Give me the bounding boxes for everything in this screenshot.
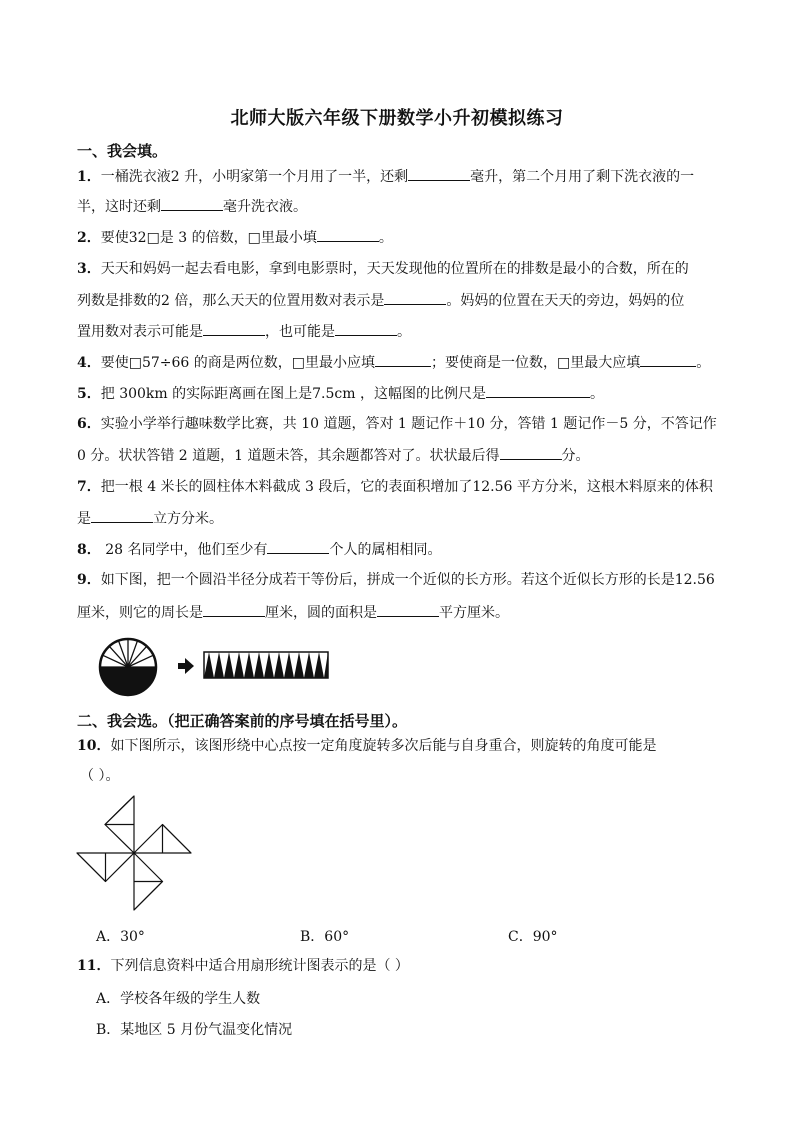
question-3-line-3 [77,321,722,342]
section-multiple-choice-heading: 二、我会选。（把正确答案前的序号填在括号里）。 [77,712,408,730]
answer-blank[interactable] [640,352,696,367]
question-number: 8． [77,542,101,558]
answer-blank[interactable] [408,166,470,181]
question-text: 。 [696,355,711,371]
question-1-line-1 [77,166,722,187]
question-text: 厘米，圆的面积是 [265,605,377,621]
answer-blank[interactable] [384,290,446,305]
question-text: 要使32□是 3 的倍数，□里最小填 [100,230,317,246]
answer-blank[interactable] [335,321,397,336]
question-7-line-1 [77,477,722,497]
answer-blank[interactable] [161,196,223,211]
question-6-line-1 [77,414,722,434]
question-text: 。 [397,324,411,340]
question-text: 置用数对表示可能是 [77,324,203,340]
question-text: 天天和妈妈一起去看电影，拿到电影票时，天天发现他的位置所在的排数是最小的合数，所在的 [100,261,689,277]
option-a[interactable]: A．学校各年级的学生人数 [96,991,261,1007]
question-9-line-2 [77,602,722,623]
question-number: 5． [77,386,101,402]
question-number: 6． [77,416,101,432]
question-text: 下列信息资料中适合用扇形统计图表示的是（ ） [110,958,409,974]
question-text: 立方分米。 [153,511,223,527]
question-number: 4． [77,355,101,371]
option-a[interactable]: A．30° [96,929,145,945]
section-fill-in-heading: 一、我会填。 [77,142,168,160]
question-number: 3． [77,261,101,277]
question-text: 半，这时还剩 [77,199,161,215]
question-text: 个人的属相相同。 [329,542,442,558]
question-number: 7． [77,479,101,495]
question-10-line-2 [80,766,725,786]
circle-to-rectangle-figure [98,636,338,698]
question-8 [77,539,722,560]
option-b[interactable]: B．某地区 5 月份气温变化情况 [96,1022,293,1038]
answer-blank[interactable] [486,383,590,398]
sector-circle-figure [100,639,156,695]
question-number: 9． [77,572,101,588]
question-text: 平方厘米。 [439,605,509,621]
question-number: 11． [77,958,111,974]
question-text: 0 分。状状答错 2 道题，1 道题未答，其余题都答对了。状状最后得 [77,448,500,464]
question-text: 厘米，则它的周长是 [77,605,203,621]
option-c[interactable]: C．90° [508,929,558,945]
approximate-rectangle-figure [204,652,328,678]
question-text: 如下图所示，该图形绕中心点按一定角度旋转多次后能与自身重合，则旋转的角度可能是 [110,738,657,754]
answer-blank[interactable] [203,321,265,336]
question-2 [77,227,722,248]
question-text: 。妈妈的位置在天天的旁边，妈妈的位 [446,293,685,309]
question-number: 1． [77,169,101,185]
answer-blank[interactable] [91,508,153,523]
question-text: 分。 [561,448,590,464]
question-6-line-2 [77,445,722,466]
question-text: 。 [589,386,604,402]
question-text: 毫升，第二个月用了剩下洗衣液的一 [470,169,695,185]
question-10-line-1 [77,736,722,756]
answer-blank[interactable] [317,227,379,242]
question-5 [77,383,722,404]
question-number: 2． [77,230,101,246]
question-text: 要使□57÷66 的商是两位数，□里最小应填 [100,355,376,371]
question-3-line-2 [77,290,722,311]
question-text: 实验小学举行趣味数学比赛，共 10 道题，答对 1 题记作＋10 分，答错 1 题记作－5 分，不答记作 [100,416,717,432]
option-b[interactable]: B．60° [300,929,350,945]
answer-blank[interactable] [203,602,265,617]
question-text: ，也可能是 [265,324,335,340]
answer-blank[interactable] [500,445,562,460]
question-3-line-1 [77,259,722,279]
question-text: 如下图，把一个圆沿半径分成若干等份后，拼成一个近似的长方形。若这个近似长方形的长是12.56 [100,572,715,588]
question-text: ；要使商是一位数，□里最大应填 [431,355,641,371]
page-title: 北师大版六年级下册数学小升初模拟练习 [230,108,564,129]
answer-blank[interactable] [375,352,431,367]
question-text: 把 300km 的实际距离画在图上是7.5cm ，这幅图的比例尺是 [100,386,486,402]
answer-parentheses[interactable]: （ ）。 [80,768,120,784]
answer-blank[interactable] [267,539,329,554]
answer-blank[interactable] [377,602,439,617]
question-1-line-2 [77,196,722,217]
arrow-right-icon [178,658,194,674]
question-4 [77,352,722,373]
question-text: 毫升洗衣液。 [223,199,307,215]
question-text: 是 [77,511,91,527]
question-11 [77,956,722,976]
question-number: 10． [77,738,111,754]
question-text: 列数是排数的2 倍，那么天天的位置用数对表示是 [77,293,385,309]
pinwheel-figure [76,794,192,912]
question-text: 把一根 4 米长的圆柱体木料截成 3 段后，它的表面积增加了12.56 平方分米，这根木料原来的体积 [100,479,713,495]
question-text: 。 [378,230,393,246]
question-text: 28 名同学中，他们至少有 [100,542,268,558]
question-7-line-2 [77,508,722,529]
question-text: 一桶洗衣液2 升，小明家第一个月用了一半，还剩 [100,169,409,185]
question-9-line-1 [77,570,722,590]
